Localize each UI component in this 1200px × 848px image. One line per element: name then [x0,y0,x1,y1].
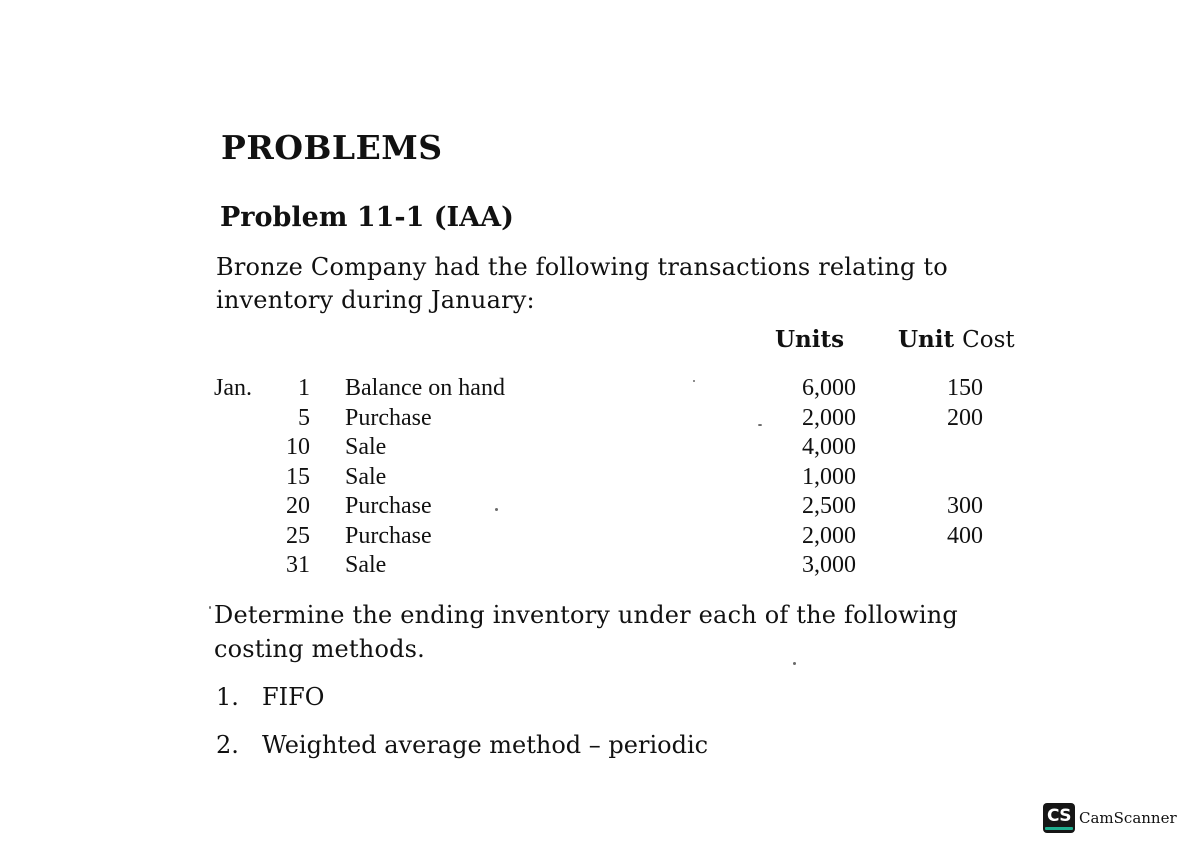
row-units: 4,000 [802,434,856,460]
scan-speck [495,508,498,511]
row-day: 25 [286,522,310,549]
row-description: Purchase [345,404,432,431]
row-units: 1,000 [802,463,856,490]
row-day: 1 [298,375,310,401]
unit-cost-header-word-1: Unit [898,326,963,353]
transaction-row [214,491,1014,521]
scan-speck [758,424,762,426]
intro-line-1: Bronze Company had the following transactions relating to [216,253,948,281]
scan-speck [209,606,211,609]
row-unit-cost: 300 [947,493,983,519]
method-number: 2. [216,731,239,759]
intro-line-2: inventory during January: [216,286,535,314]
row-day: 20 [286,493,310,519]
transaction-row [214,432,1014,462]
row-units: 2,000 [802,522,856,549]
unit-cost-header-word-2: Cost [962,327,1015,353]
instruction-line-1: Determine the ending inventory under each of the following [214,601,958,629]
row-units: 2,000 [802,404,856,431]
row-description: Balance on hand [345,375,505,401]
row-day: 10 [286,434,310,460]
scan-speck [693,380,695,382]
transaction-row [214,403,1014,433]
transaction-row [214,462,1014,492]
row-units: 6,000 [802,375,856,401]
page-heading: PROBLEMS [221,128,443,167]
units-column-header: Units [775,326,845,353]
row-description: Sale [345,434,387,460]
row-day: 15 [286,463,310,490]
camscanner-logo-icon: CS [1043,803,1075,833]
row-month: Jan. [214,375,252,401]
camscanner-name: CamScanner [1079,809,1177,827]
row-description: Purchase [345,522,432,549]
row-units: 3,000 [802,552,856,578]
unit-cost-column-header [898,325,1015,355]
row-description: Purchase [345,493,432,519]
transaction-row [214,550,1014,580]
transaction-row [214,521,1014,551]
row-unit-cost: 150 [947,375,983,401]
row-unit-cost: 200 [947,404,983,431]
row-units: 2,500 [802,493,856,519]
problem-intro [216,251,1046,317]
problem-title: Problem 11-1 (IAA) [220,202,514,233]
row-day: 5 [298,404,310,431]
row-description: Sale [345,463,387,490]
camscanner-watermark [1043,803,1177,833]
row-description: Sale [345,552,387,578]
transactions-table [214,373,1014,580]
instruction-text [214,598,1054,666]
row-unit-cost: 400 [947,522,983,549]
row-day: 31 [286,552,310,578]
scan-speck [793,662,796,665]
method-text: FIFO [262,683,325,711]
method-number: 1. [216,683,239,711]
instruction-line-2: costing methods. [214,635,425,663]
transaction-row [214,373,1014,403]
method-text: Weighted average method – periodic [262,731,709,759]
